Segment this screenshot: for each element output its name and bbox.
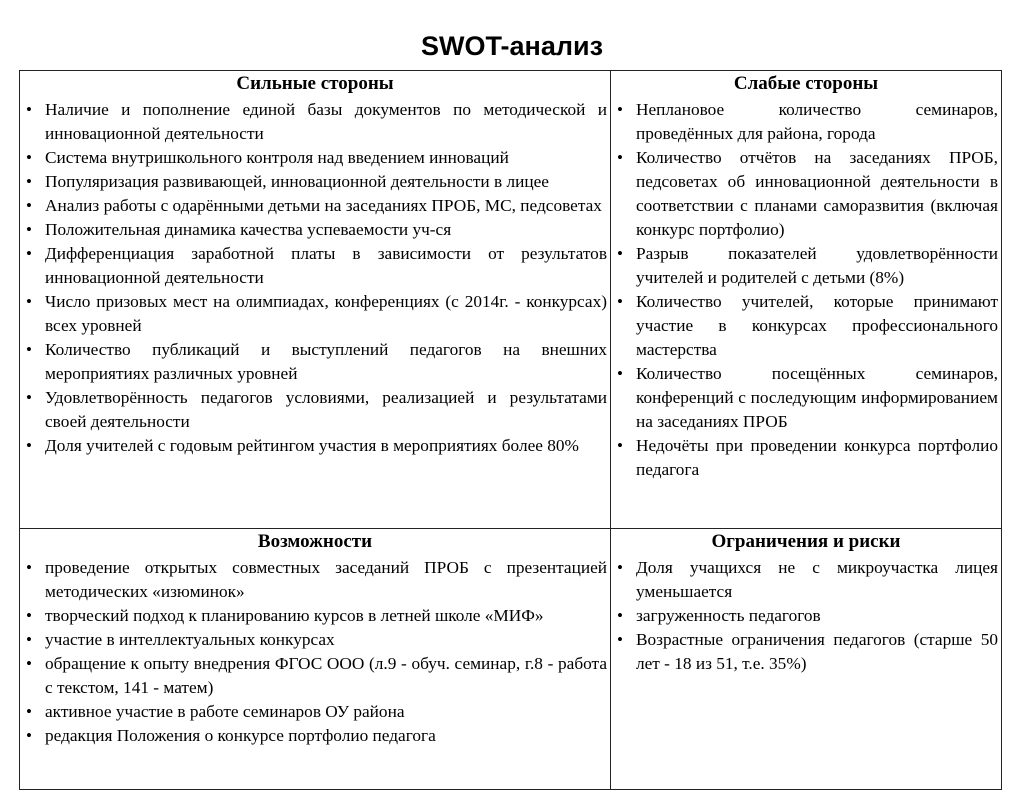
list-item: • Система внутришкольного контроля над введением инноваций <box>20 146 610 170</box>
list-item: • Доля учащихся не с микроучастка лицея уменьшается <box>611 556 1001 604</box>
threats-heading: Ограничения и риски <box>711 531 901 552</box>
list-item: • Количество публикаций и выступлений педагогов на внешних мероприятиях различных уровней <box>20 338 610 386</box>
list-item: • Количество учителей, которые принимают участие в конкурсах профессионального мастерства <box>611 290 1001 362</box>
page-title: SWOT-анализ <box>421 31 603 61</box>
opportunities-cell <box>20 529 611 789</box>
list-item: • Количество отчётов на заседаниях ПРОБ, педсоветах об инновационной деятельности в соответствии с планами саморазвития (включая конкурс портфолио) <box>611 146 1001 242</box>
list-item: • Удовлетворённость педагогов условиями, реализацией и результатами своей деятельности <box>20 386 610 434</box>
list-item: • редакция Положения о конкурсе портфолио педагога <box>20 724 610 748</box>
list-item: • Анализ работы с одарёнными детьми на заседаниях ПРОБ, МС, педсоветах <box>20 194 610 218</box>
list-item: • Возрастные ограничения педагогов (старше 50 лет - 18 из 51, т.е. 35%) <box>611 628 1001 676</box>
list-item: • участие в интеллектуальных конкурсах <box>20 628 610 652</box>
swot-table <box>19 70 1002 790</box>
list-item: • активное участие в работе семинаров ОУ района <box>20 700 610 724</box>
list-item: • загруженность педагогов <box>611 604 1001 628</box>
strengths-heading: Сильные стороны <box>236 73 394 94</box>
list-item: • Доля учителей с годовым рейтингом участия в мероприятиях более 80% <box>20 434 610 458</box>
strengths-list <box>20 98 610 458</box>
opportunities-list <box>20 556 610 748</box>
list-item: • Популяризация развивающей, инновационной деятельности в лицее <box>20 170 610 194</box>
list-item: • Положительная динамика качества успеваемости уч-ся <box>20 218 610 242</box>
list-item: • Количество посещённых семинаров, конференций с последующим информированием на заседаниях ПРОБ <box>611 362 1001 434</box>
list-item: • Число призовых мест на олимпиадах, конференциях (с 2014г. - конкурсах) всех уровней <box>20 290 610 338</box>
list-item: • Неплановое количество семинаров, проведённых для района, города <box>611 98 1001 146</box>
weaknesses-heading: Слабые стороны <box>733 73 879 94</box>
weaknesses-list <box>611 98 1001 482</box>
list-item: • Разрыв показателей удовлетворённости учителей и родителей с детьми (8%) <box>611 242 1001 290</box>
list-item: • Дифференциация заработной платы в зависимости от результатов инновационной деятельности <box>20 242 610 290</box>
threats-list <box>611 556 1001 676</box>
opportunities-heading: Возможности <box>257 531 373 552</box>
list-item: • обращение к опыту внедрения ФГОС ООО (л.9 - обуч. семинар, г.8 - работа с текстом, 141 - матем) <box>20 652 610 700</box>
weaknesses-cell <box>611 71 1001 529</box>
strengths-cell <box>20 71 611 529</box>
list-item: • творческий подход к планированию курсов в летней школе «МИФ» <box>20 604 610 628</box>
list-item: • Наличие и пополнение единой базы документов по методической и инновационной деятельности <box>20 98 610 146</box>
threats-cell <box>611 529 1001 789</box>
list-item: • Недочёты при проведении конкурса портфолио педагога <box>611 434 1001 482</box>
list-item: • проведение открытых совместных заседаний ПРОБ с презентацией методических «изюминок» <box>20 556 610 604</box>
